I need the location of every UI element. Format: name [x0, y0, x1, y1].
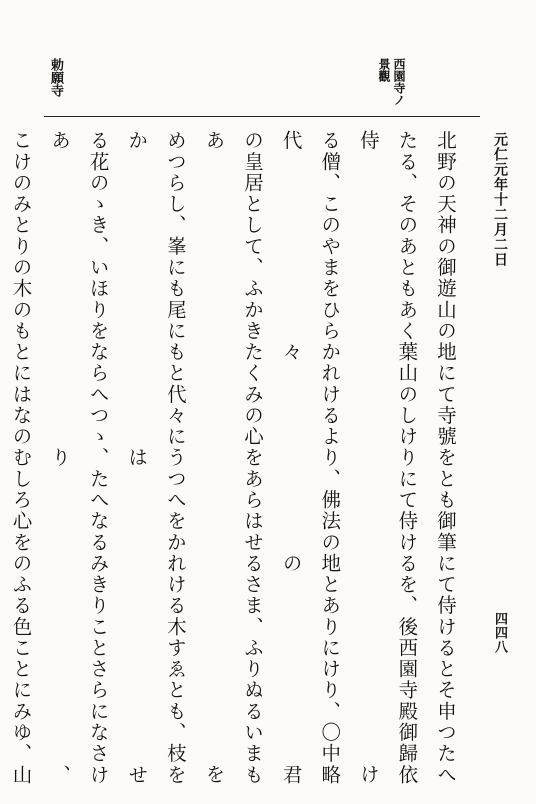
section-heading	[370, 58, 406, 106]
margin-heading: 勅願寺	[48, 58, 63, 97]
header-rule	[44, 116, 480, 117]
text-column: る僧、このやまをひらかれけるより、佛法の地とありにけり、〇中略代々の君	[279, 130, 342, 785]
section-heading-line: 景觀	[377, 58, 391, 82]
section-heading-line: 西園寺ノ	[392, 58, 406, 106]
text-column: の皇居として、ふかきたくみの心をあらはせるさま、ふりぬるいまもあを	[202, 130, 265, 785]
body-text	[9, 130, 464, 785]
text-column: こけのみとりの木のもとにはなのむしろ心をのふる色ことにみゆ、山	[9, 130, 33, 785]
text-column	[0, 130, 1, 785]
page-date-header: 元仁元年十二月二日	[492, 132, 508, 267]
text-column: めつらし、峯にも尾にもと代々にうつへをかれける木すゑとも、枝をかはせ	[125, 130, 187, 785]
page-number: 四四八	[492, 612, 507, 654]
text-column: 北野の天神の御遊山の地にて寺號をとも御筆にて侍けるとそ申つたへ	[434, 130, 457, 785]
text-column: る花のゝき、いほりをならへつゝ、たへなるみきりことさらになさけあり、	[48, 130, 110, 785]
text-column: たる、そのあともあく葉山のしけりにて侍けるを、後西園寺殿御歸依侍け	[356, 130, 419, 785]
